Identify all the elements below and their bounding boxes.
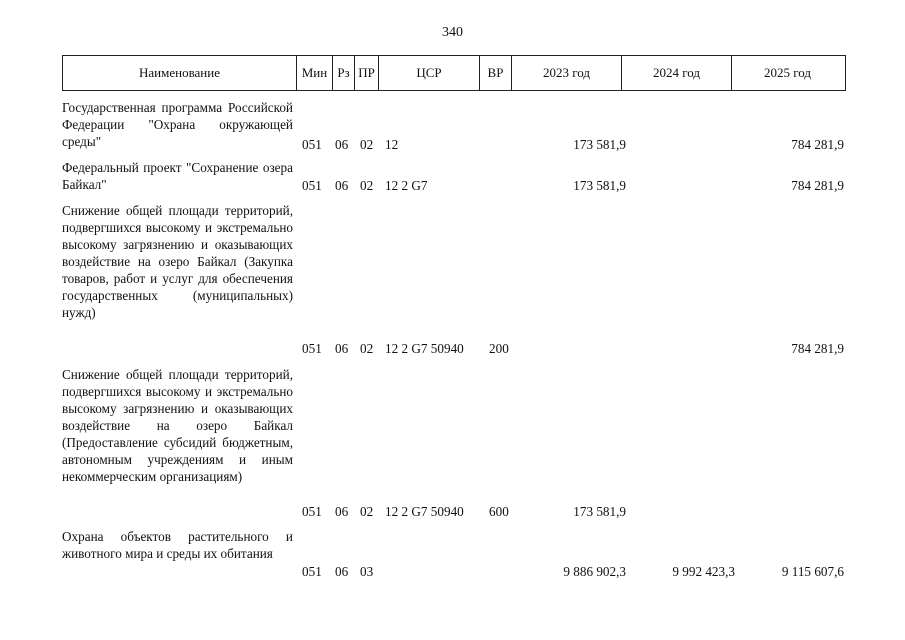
row-min: 051 [302, 504, 322, 519]
row-vr: 200 [489, 341, 509, 356]
row-rz: 06 [335, 341, 349, 356]
row-pr: 03 [360, 564, 374, 579]
header-csr: ЦСР [379, 56, 480, 90]
header-name: Наименование [63, 56, 297, 90]
table-header [62, 55, 846, 91]
row-2023: 173 581,9 [573, 137, 626, 152]
row-min: 051 [302, 137, 322, 152]
header-2024: 2024 год [622, 56, 732, 90]
row-min: 051 [302, 178, 322, 193]
row-2025: 9 115 607,6 [781, 564, 844, 579]
row-name: Государственная программа Российской Федерации "Охрана окружающей среды" [62, 100, 293, 149]
row-2025: 784 281,9 [791, 178, 844, 193]
header-rz: Рз [333, 56, 355, 90]
row-csr: 12 2 G7 50940 [385, 341, 464, 356]
header-min: Мин [297, 56, 333, 90]
row-name: Снижение общей площади территорий, подвергшихся высокому и экстремально высокому загрязнению и оказывающих воздействие на озеро Байкал (Закупка товаров, работ и услуг для обеспечения государственных (муниципальных) нужд) [62, 203, 293, 320]
row-csr: 12 2 G7 [385, 178, 428, 193]
row-name: Снижение общей площади территорий, подвергшихся высокому и экстремально высокому загрязнению и оказывающих воздействие на озеро Байкал (Предоставление субсидий бюджетным, автономным учреждениям и иным некоммерческим организациям) [62, 367, 293, 484]
row-pr: 02 [360, 178, 374, 193]
row-2025: 784 281,9 [791, 137, 844, 152]
row-min: 051 [302, 341, 322, 356]
row-csr: 12 [385, 137, 399, 152]
row-rz: 06 [335, 178, 349, 193]
row-rz: 06 [335, 504, 349, 519]
row-2023: 9 886 902,3 [563, 564, 626, 579]
row-pr: 02 [360, 504, 374, 519]
row-2025: 784 281,9 [791, 341, 844, 356]
row-2024: 9 992 423,3 [672, 564, 735, 579]
row-pr: 02 [360, 137, 374, 152]
row-pr: 02 [360, 341, 374, 356]
row-2023: 173 581,9 [573, 504, 626, 519]
row-csr: 12 2 G7 50940 [385, 504, 464, 519]
row-2023: 173 581,9 [573, 178, 626, 193]
row-name: Охрана объектов растительного и животного мира и среды их обитания [62, 529, 293, 561]
row-rz: 06 [335, 564, 349, 579]
row-min: 051 [302, 564, 322, 579]
row-name: Федеральный проект "Сохранение озера Байкал" [62, 160, 293, 192]
page-number: 340 [442, 25, 463, 40]
header-pr: ПР [355, 56, 379, 90]
row-vr: 600 [489, 504, 509, 519]
header-2023: 2023 год [512, 56, 622, 90]
header-vr: ВР [480, 56, 512, 90]
row-rz: 06 [335, 137, 349, 152]
header-2025: 2025 год [764, 65, 811, 80]
